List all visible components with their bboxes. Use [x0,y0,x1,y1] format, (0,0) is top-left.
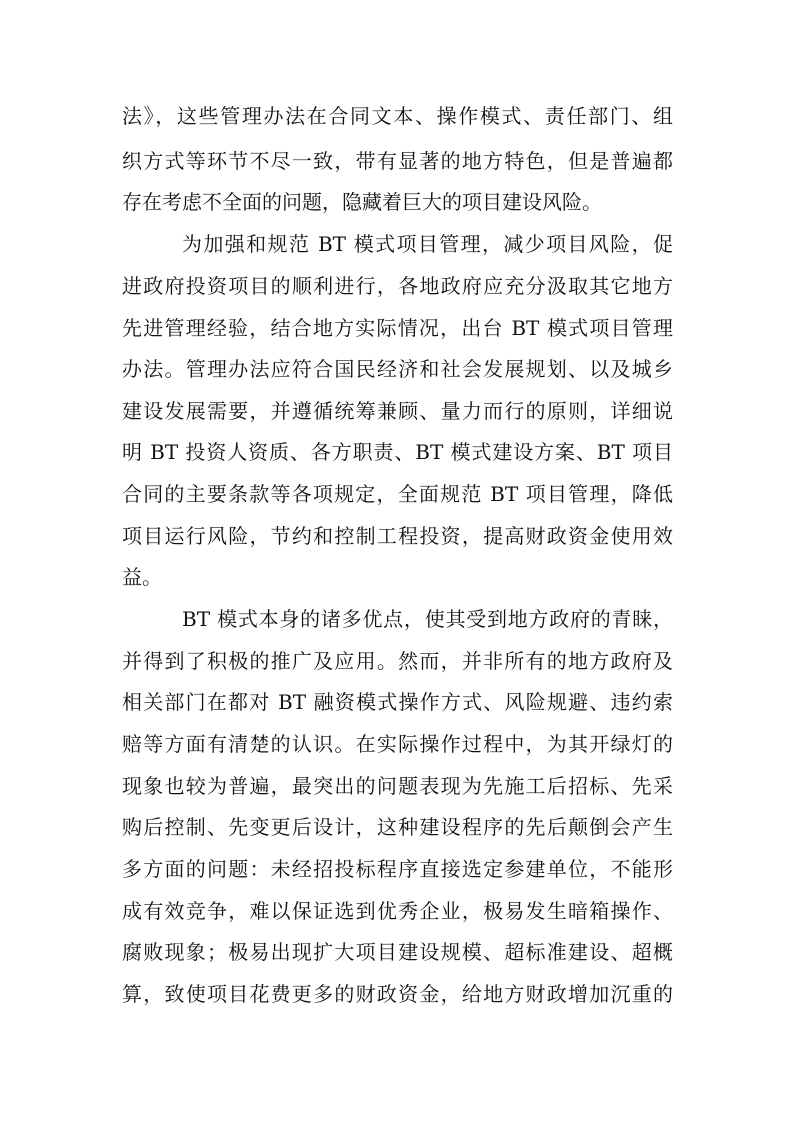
paragraph-3-line-1: BT 模式本身的诸多优点，使其受到地方政府的青睐， [182,607,673,631]
paragraph-3-line-6: 购后控制、先变更后设计，这种建设程序的先后颠倒会产生 [122,815,673,839]
paragraph-3-line-7: 多方面的问题：未经招投标程序直接选定参建单位，不能形 [122,857,673,881]
paragraph-1-line-1: 法》，这些管理办法在合同文本、操作模式、责任部门、组 [122,104,673,128]
paragraph-1-line-3: 存在考虑不全面的问题，隐藏着巨大的项目建设风险。 [122,190,602,214]
paragraph-3-line-10: 算，致使项目花费更多的财政资金，给地方财政增加沉重的 [122,982,673,1006]
paragraph-3-line-5: 现象也较为普遍，最突出的问题表现为先施工后招标、先采 [122,774,673,798]
paragraph-2-line-3: 先进管理经验，结合地方实际情况，出台 BT 模式项目管理 [122,316,673,340]
paragraph-3-line-3: 相关部门在都对 BT 融资模式操作方式、风险规避、违约索 [122,690,673,714]
paragraph-3-line-4: 赔等方面有清楚的认识。在实际操作过程中，为其开绿灯的 [122,732,673,756]
paragraph-2-line-4: 办法。管理办法应符合国民经济和社会发展规划、以及城乡 [122,357,673,381]
paragraph-3-line-2: 并得到了积极的推广及应用。然而，并非所有的地方政府及 [122,649,673,673]
paragraph-2-line-1: 为加强和规范 BT 模式项目管理，减少项目风险，促 [182,232,673,256]
paragraph-2-line-7: 合同的主要条款等各项规定，全面规范 BT 项目管理，降低 [122,482,673,506]
paragraph-2-line-5: 建设发展需要，并遵循统筹兼顾、量力而行的原则，详细说 [122,399,673,423]
paragraph-2-line-6: 明 BT 投资人资质、各方职责、BT 模式建设方案、BT 项目 [122,440,673,464]
paragraph-2-line-8: 项目运行风险，节约和控制工程投资，提高财政资金使用效 [122,524,673,548]
paragraph-2-line-2: 进政府投资项目的顺利进行，各地政府应充分汲取其它地方 [122,274,673,298]
paragraph-2-line-9: 益。 [122,565,162,589]
paragraph-3-line-8: 成有效竞争，难以保证选到优秀企业，极易发生暗箱操作、 [122,899,673,923]
paragraph-3-line-9: 腐败现象；极易出现扩大项目建设规模、超标准建设、超概 [122,940,673,964]
paragraph-1-line-2: 织方式等环节不尽一致，带有显著的地方特色，但是普遍都 [122,149,673,173]
